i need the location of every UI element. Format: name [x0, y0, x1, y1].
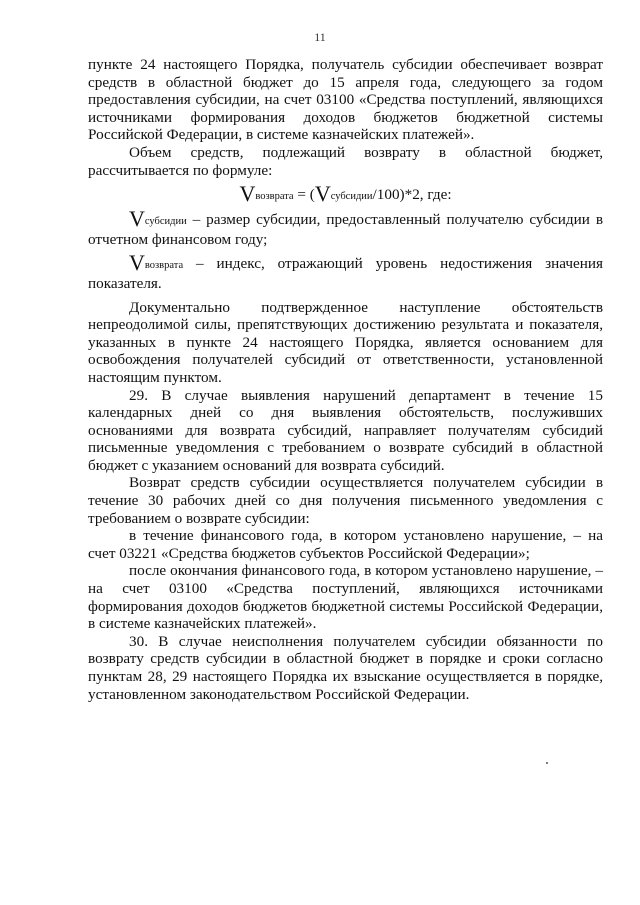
formula-variable-v: V: [314, 181, 331, 207]
formula-tail: /100)*2, где:: [372, 186, 452, 204]
paragraph-return-deadline: пункте 24 настоящего Порядка, получатель субсидии обеспечивает возврат средств в областной бюджет до 15 апреля года, следующего за годом предоставления субсидии, на счет 03100 «Средства поступлений, являющихся источниками формирования доходов бюджетов бюджетной системы Российской Федерации, в системе казначейских платежей».: [88, 56, 603, 144]
paragraph-after-year-account: после окончания финансового года, в котором установлено нарушение, – на счет 03100 «Средства поступлений, являющихся источниками формирования доходов бюджетов бюджетной системы Российской Федерации, в системе казначейских платежей».: [88, 562, 603, 633]
definition-text: – размер субсидии, предоставленный получателю субсидии в отчетном финансовом году;: [88, 211, 603, 248]
definition-text: – индекс, отражающий уровень недостижения значения показателя.: [88, 255, 603, 292]
definition-subsidy: [88, 206, 603, 248]
definition-subscript: возврата: [144, 260, 184, 272]
scan-artifact-dot: [546, 762, 548, 764]
paragraph-clause-30: 30. В случае неисполнения получателем субсидии обязанности по возврату средств субсидии в областной бюджет в порядке и сроки согласно пунктам 28, 29 настоящего Порядка их взыскание осуществляется в порядке, установленном законодательством Российской Федерации.: [88, 632, 603, 703]
page-number: 11: [314, 30, 326, 44]
formula-variable-v: V: [239, 181, 256, 207]
paragraph-return-volume-intro: Объем средств, подлежащий возврату в областной бюджет, рассчитывается по формуле:: [88, 143, 603, 179]
paragraph-current-year-account: в течение финансового года, в котором установлено нарушение, – на счет 03221 «Средства бюджетов субъектов Российской Федерации»;: [88, 527, 603, 562]
paragraph-clause-29: 29. В случае выявления нарушений департамент в течение 15 календарных дней со дня выявления обстоятельств, послуживших основаниями для возврата субсидий, направляет получателям субсидий письменные уведомления с требованием о возврате субсидий в областной бюджет с указанием оснований для возврата субсидий.: [88, 386, 603, 474]
definition-subscript: субсидии: [144, 216, 187, 228]
formula-operator: = (: [293, 186, 315, 204]
paragraph-force-majeure: Документально подтвержденное наступление обстоятельств непреодолимой силы, препятствующих достижению результата и показателя, указанных в пункте 24 настоящего Порядка, является основанием для освобождения получателей субсидий от ответственности, установленной настоящим пунктом.: [88, 298, 603, 386]
definition-return-index: [88, 250, 603, 292]
formula-subscript: возврата: [255, 191, 294, 203]
return-formula: [88, 183, 603, 208]
definition-variable-v: V: [129, 250, 145, 276]
formula-subscript: субсидии: [330, 191, 373, 203]
definition-variable-v: V: [129, 206, 145, 232]
document-body: [88, 56, 603, 703]
paragraph-return-procedure: Возврат средств субсидии осуществляется получателем субсидии в течение 30 рабочих дней со дня получения письменного уведомления с требованием о возврате субсидии:: [88, 474, 603, 527]
